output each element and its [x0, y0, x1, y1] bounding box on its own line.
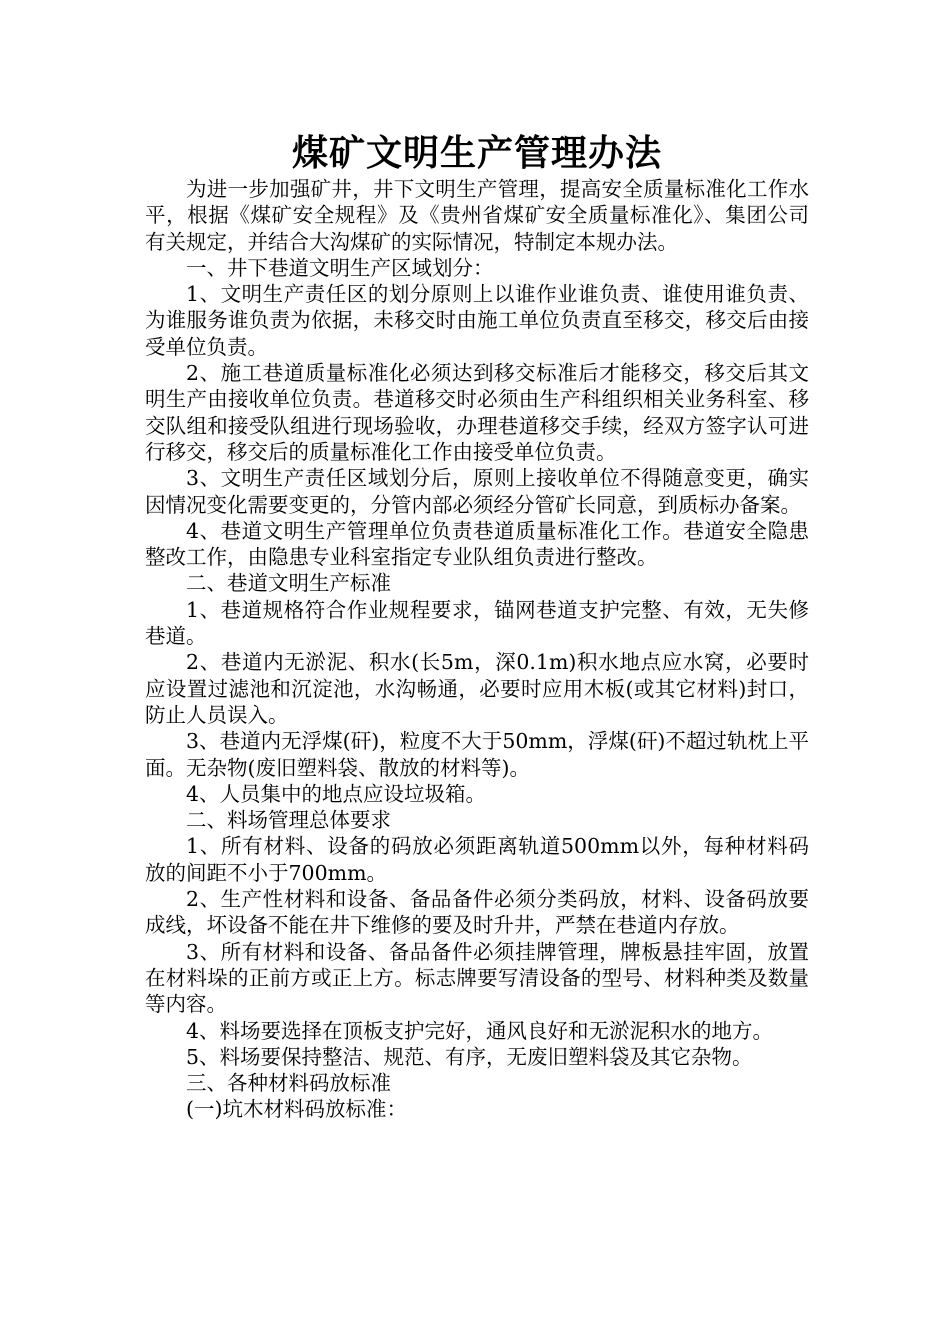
document-body	[145, 176, 809, 1123]
paragraph: 1、巷道规格符合作业规程要求，锚网巷道支护完整、有效，无失修巷道。	[145, 597, 809, 649]
paragraph-intro: 为进一步加强矿井，井下文明生产管理，提高安全质量标准化工作水平，根据《煤矿安全规程》及《贵州省煤矿安全质量标准化》、集团公司有关规定，并结合大沟煤矿的实际情况，特制定本规办法。	[145, 177, 809, 254]
paragraph: 3、文明生产责任区域划分后，原则上接收单位不得随意变更，确实因情况变化需要变更的，分管内部必须经分管矿长同意，到质标办备案。	[145, 466, 809, 517]
section-heading-2: 二、巷道文明生产标准	[186, 571, 391, 596]
paragraph: 4、巷道文明生产管理单位负责巷道质量标准化工作。巷道安全隐患整改工作，由隐患专业科室指定专业队组负责进行整改。	[145, 518, 809, 570]
paragraph: 5、料场要保持整洁、规范、有序，无废旧塑料袋及其它杂物。	[186, 1044, 753, 1069]
paragraph: 1、文明生产责任区的划分原则上以谁作业谁负责、谁使用谁负责、为谁服务谁负责为依据，未移交时由施工单位负责直至移交，移交后由接受单位负责。	[145, 282, 809, 359]
paragraph: 2、生产性材料和设备、备品备件必须分类码放，材料、设备码放要成线，坏设备不能在井下维修的要及时升井，严禁在巷道内存放。	[145, 887, 809, 938]
section-heading-4: 三、各种材料码放标准	[186, 1071, 391, 1096]
section-heading-3: 二、料场管理总体要求	[186, 808, 391, 833]
subsection-heading: (一)坑木材料码放标准：	[186, 1097, 407, 1122]
document-title: 煤矿文明生产管理办法	[291, 132, 662, 174]
paragraph: 4、料场要选择在顶板支护完好，通风良好和无淤泥积水的地方。	[186, 1018, 774, 1043]
paragraph: 2、巷道内无淤泥、积水(长5m，深0.1m)积水地点应水窝，必要时应设置过滤池和沉淀池，水沟畅通，必要时应用木板(或其它材料)封口，防止人员误入。	[145, 650, 809, 727]
paragraph: 3、巷道内无浮煤(矸)，粒度不大于50mm，浮煤(矸)不超过轨枕上平面。无杂物(废旧塑料袋、散放的材料等)。	[145, 729, 809, 780]
paragraph: 2、施工巷道质量标准化必须达到移交标准后才能移交，移交后其文明生产由接收单位负责。巷道移交时必须由生产科组织相关业务科室、移交队组和接受队组进行现场验收，办理巷道移交手续，经双方签字认可进行移交，移交后的质量标准化工作由接受单位负责。	[145, 361, 809, 464]
document-page	[145, 130, 809, 1123]
section-heading-1: 一、井下巷道文明生产区域划分：	[186, 255, 494, 280]
paragraph: 4、人员集中的地点应设垃圾箱。	[186, 781, 487, 806]
paragraph: 1、所有材料、设备的码放必须距离轨道500mm以外，每种材料码放的间距不小于700mm。	[145, 834, 809, 885]
paragraph: 3、所有材料和设备、备品备件必须挂牌管理，牌板悬挂牢固，放置在材料垛的正前方或正上方。标志牌要写清设备的型号、材料种类及数量等内容。	[145, 939, 809, 1017]
